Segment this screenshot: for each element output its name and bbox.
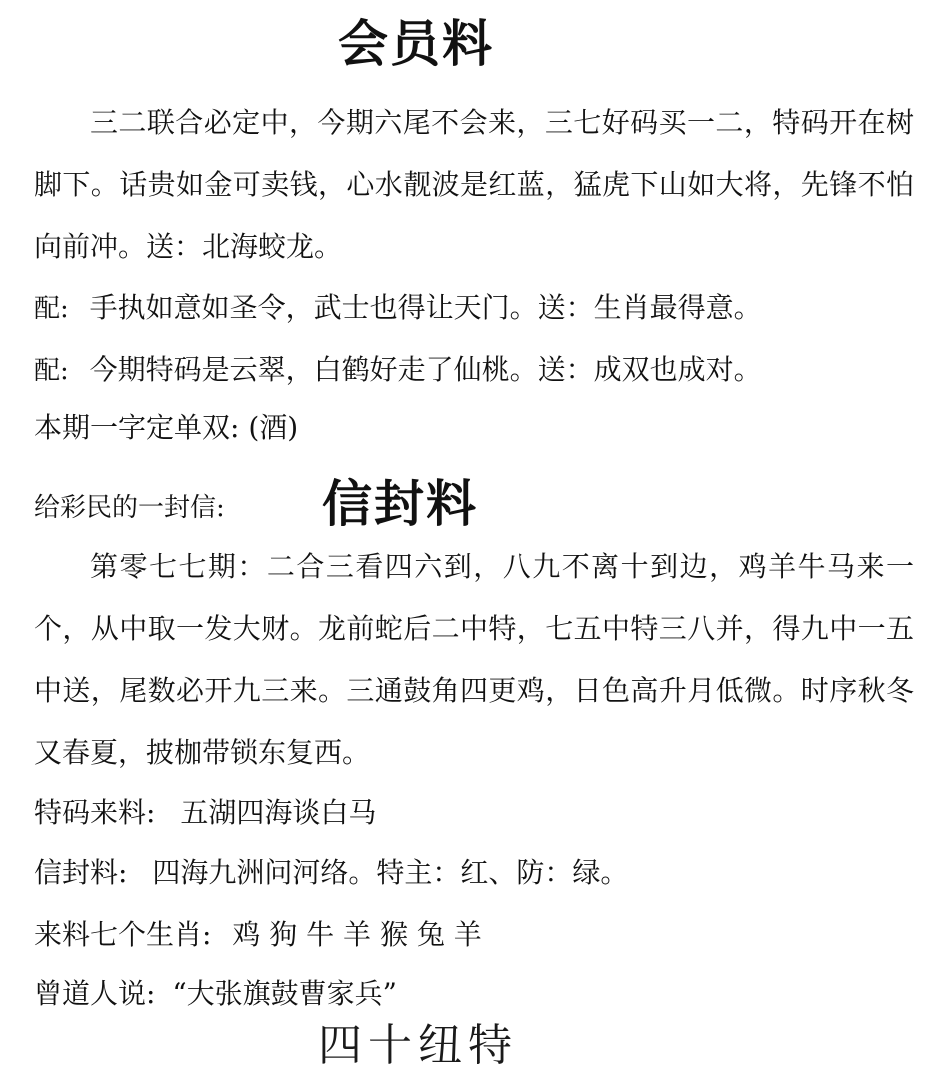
single-double-label: 本期一字定单双: xyxy=(34,411,240,444)
saying-label: 曾道人说: xyxy=(34,977,156,1010)
special-line xyxy=(34,793,376,833)
pair2-text: 今期特码是云翠，白鹤好走了仙桃。送：成双也成对。 xyxy=(89,353,762,386)
saying-line xyxy=(34,974,397,1014)
pair1-text: 手执如意如圣令，武士也得让天门。送：生肖最得意。 xyxy=(89,291,762,324)
zodiac-label: 来料七个生肖: xyxy=(34,918,212,951)
pair1-label: 配: xyxy=(34,294,69,324)
member-poem: 三二联合必定中，今期六尾不会来，三七好码买一二，特码开在树脚下。话贵如金可卖钱，心水靓波是红蓝，猛虎下山如大将，先锋不怕向前冲。送：北海蛟龙。 xyxy=(34,106,914,263)
envelope-line xyxy=(34,853,628,893)
special-label: 特码来料: xyxy=(34,796,156,829)
envelope-label: 信封料: xyxy=(34,856,128,889)
letter-section-title: 信封料 xyxy=(322,474,478,533)
envelope-value: 四海九洲问河络。特主：红、防：绿。 xyxy=(152,856,629,889)
letter-poem: 第零七七期：二合三看四六到，八九不离十到边，鸡羊牛马来一个，从中取一发大财。龙前蛇后二中特，七五中特三八并，得九中一五中送，尾数必开九三来。三通鼓角四更鸡，日色高升月低微。时序秋冬又春夏，披枷带锁东复西。 xyxy=(34,550,914,769)
handwritten-note: 四十纽特 xyxy=(318,1020,518,1071)
special-value: 五湖四海谈白马 xyxy=(180,796,377,829)
single-double-line xyxy=(34,408,298,448)
saying-value: “大张旗鼓曹家兵” xyxy=(172,977,397,1010)
single-double-value: (酒) xyxy=(248,411,299,444)
member-section-title: 会员料 xyxy=(338,14,494,73)
pair1-line xyxy=(34,288,762,329)
letter-intro: 给彩民的一封信: xyxy=(34,493,225,523)
pair2-label: 配: xyxy=(34,356,69,386)
zodiac-line xyxy=(34,915,482,955)
pair2-line xyxy=(34,350,762,391)
zodiac-value: 鸡 狗 牛 羊 猴 兔 羊 xyxy=(232,918,482,951)
